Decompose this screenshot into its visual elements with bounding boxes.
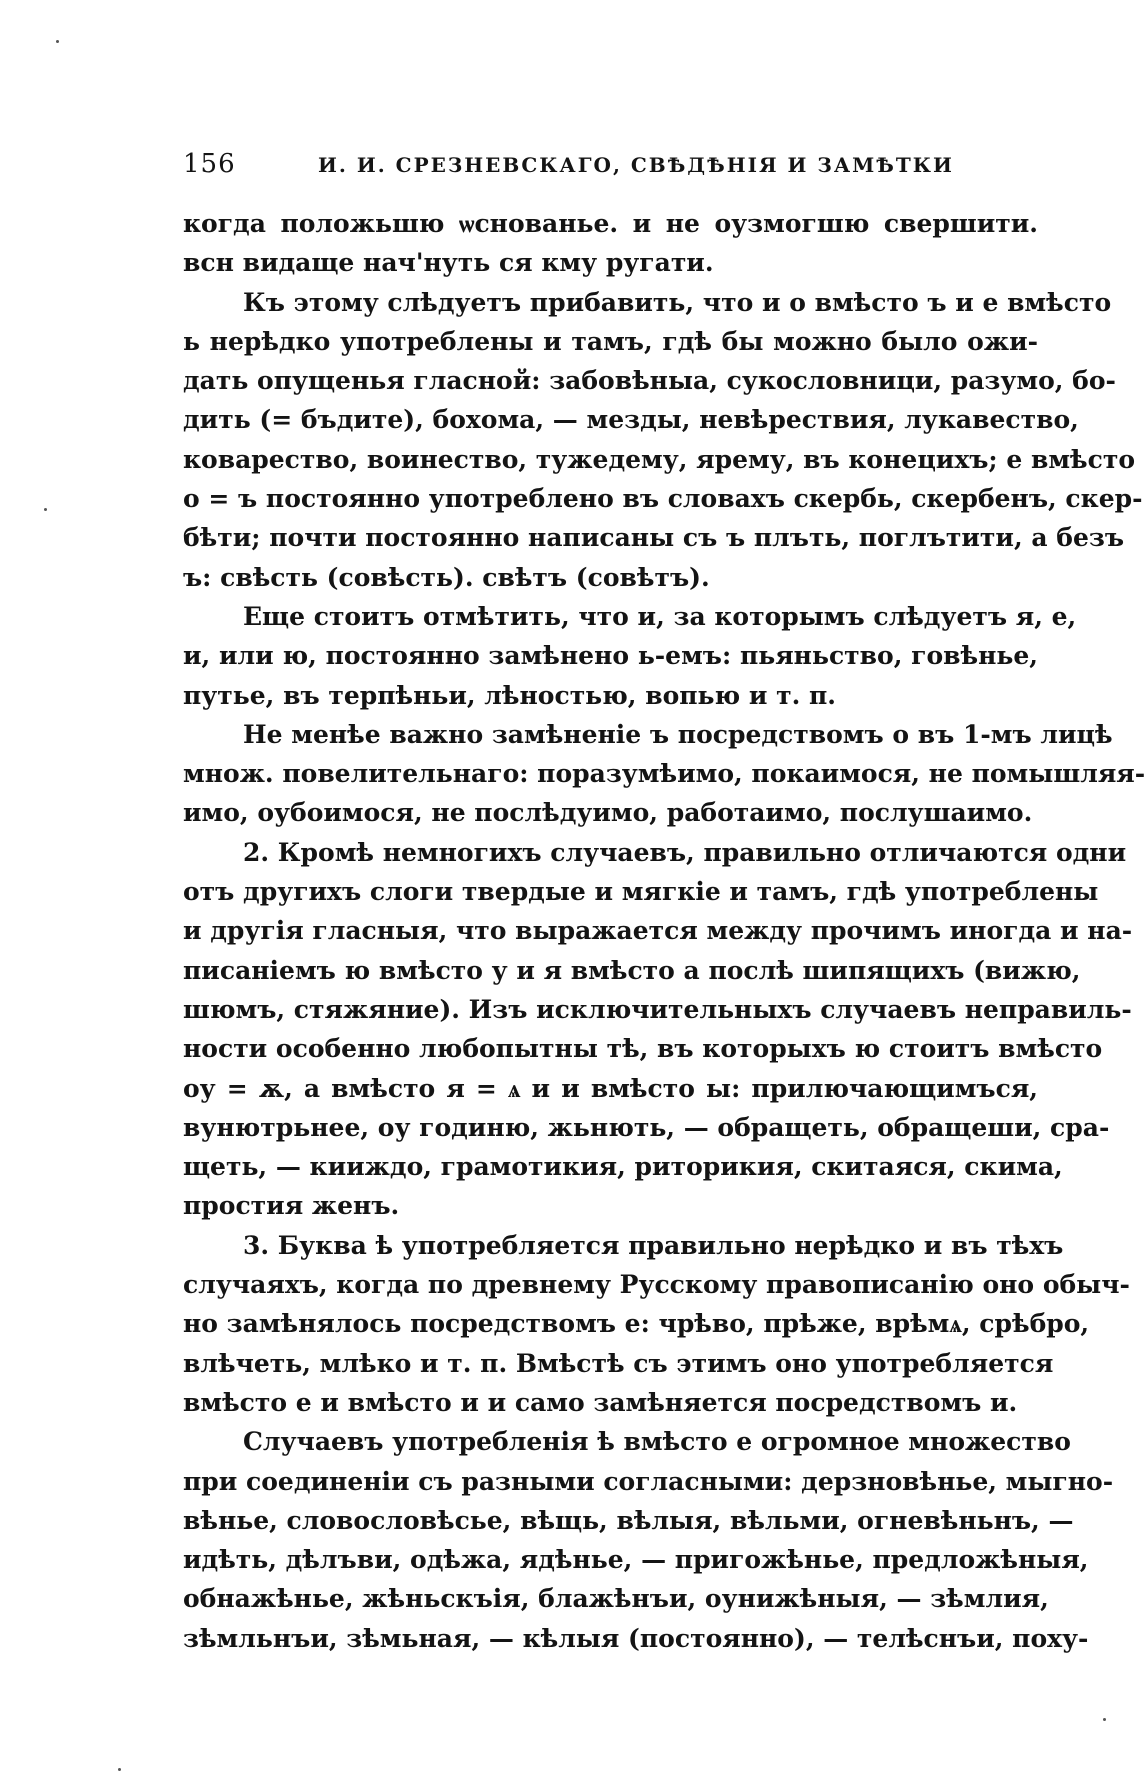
text-line: Къ этому слѣдуетъ прибавить, что и о вмѣсто ъ и е вмѣсто [243,287,1112,317]
text-line: имо, оубоимося, не послѣдуимо, работаимо, послушаимо. [183,798,1033,828]
text-line: дить (= бъдите), бохома, — мезды, невѣрествия, лукавество, [183,405,1079,435]
text-line: бѣти; почти постоянно написаны съ ъ плъть, поглътити, а безъ [183,523,1124,553]
text-line: Случаевъ употребленія ѣ вмѣсто е огромное множество [243,1427,1071,1457]
text-line: путье, въ терпѣньи, лѣностью, вопью и т. п. [183,680,836,710]
text-line: ь нерѣдко употреблены и тамъ, гдѣ бы можно было ожи- [183,326,1038,356]
text-line: дать опущенья гласной: забовѣныа, сукословници, разумо, бо- [183,366,1116,396]
text-line: идѣть, дѣлъви, одѣжа, ядѣнье, — пригожѣнье, предложѣныя, [183,1545,1089,1575]
text-line: всн видаще нач'нуть ся кму ругати. [183,248,714,278]
text-line: коварество, воинество, тужедему, ярему, въ конецихъ; е вмѣсто [183,444,1136,474]
text-line: Еще стоитъ отмѣтить, что и, за которымъ слѣдуетъ я, е, [243,601,1077,631]
text-line: 2. Кромѣ немногихъ случаевъ, правильно отличаются одни [243,837,1127,867]
text-line: 3. Буква ѣ употребляется правильно нерѣдко и въ тѣхъ [243,1230,1064,1260]
text-line: щеть, — кииждо, грамотикия, риторикия, скитаяся, скима, [183,1152,1063,1182]
text-line: влѣчеть, млѣко и т. п. Вмѣстѣ съ этимъ оно употребляется [183,1348,1054,1378]
running-head: И. И. СРЕЗНЕВСКАГО, СВѢДѢНІЯ И ЗАМѢТКИ [318,153,954,177]
text-line: вунютрьнее, оу годиню, жьнють, — обращеть, обращеши, сра- [183,1112,1110,1142]
scan-speck [56,40,59,43]
text-line: оу = ѫ, а вмѣсто я = ѧ и и вмѣсто ы: прилючающимъся, [183,1073,1038,1103]
text-line: зѣмльнъи, зѣмьная, — кѣлыя (постоянно), — телѣснъи, поху- [183,1623,1089,1653]
text-line: при соединеніи съ разными согласными: дерзновѣнье, мыгно- [183,1466,1114,1496]
page-header [183,148,1038,188]
scan-speck [44,508,47,511]
text-line: ъ: свѣсть (совѣсть). свѣтъ (совѣтъ). [183,562,710,592]
text-line: вѣнье, словословѣсье, вѣщь, вѣлыя, вѣльми, огневѣньнъ, — [183,1505,1074,1535]
text-line: Не менѣе важно замѣненіе ъ посредствомъ о въ 1-мъ лицѣ [243,719,1113,749]
text-line: отъ другихъ слоги твердые и мягкіе и тамъ, гдѣ употреблены [183,877,1099,907]
text-line: множ. повелительнаго: поразумѣимо, покаимося, не помышляя- [183,759,1145,789]
text-line: обнажѣнье, жѣньскъія, блажѣнъи, оунижѣныя, — зѣмлия, [183,1584,1049,1614]
text-line: и, или ю, постоянно замѣнено ь-емъ: пьяньство, говѣнье, [183,641,1038,671]
text-line: о = ъ постоянно употреблено въ словахъ скербь, скербенъ, скер- [183,484,1143,514]
text-line: вмѣсто е и вмѣсто и и само замѣняется посредствомъ и. [183,1387,1018,1417]
body-text [183,204,1145,1658]
text-line: простия женъ. [183,1191,400,1221]
text-line: когда положьшю ѡснованье. и не оузмогшю свершити. [183,209,1038,238]
text-line: но замѣнялось посредствомъ е: чрѣво, прѣже, врѣмѧ, срѣбро, [183,1309,1090,1339]
text-line: шюмъ, стяжяние). Изъ исключительныхъ случаевъ неправиль- [183,994,1132,1024]
text-line: писаніемъ ю вмѣсто у и я вмѣсто а послѣ шипящихъ (вижю, [183,955,1081,985]
scan-speck [1103,1718,1106,1721]
scan-speck [118,1768,121,1771]
text-line: и другія гласныя, что выражается между прочимъ иногда и на- [183,916,1133,946]
text-line: ности особенно любопытны тѣ, въ которыхъ ю стоитъ вмѣсто [183,1034,1103,1064]
text-line: случаяхъ, когда по древнему Русскому правописанію оно обыч- [183,1270,1130,1300]
page-number: 156 [183,149,236,179]
